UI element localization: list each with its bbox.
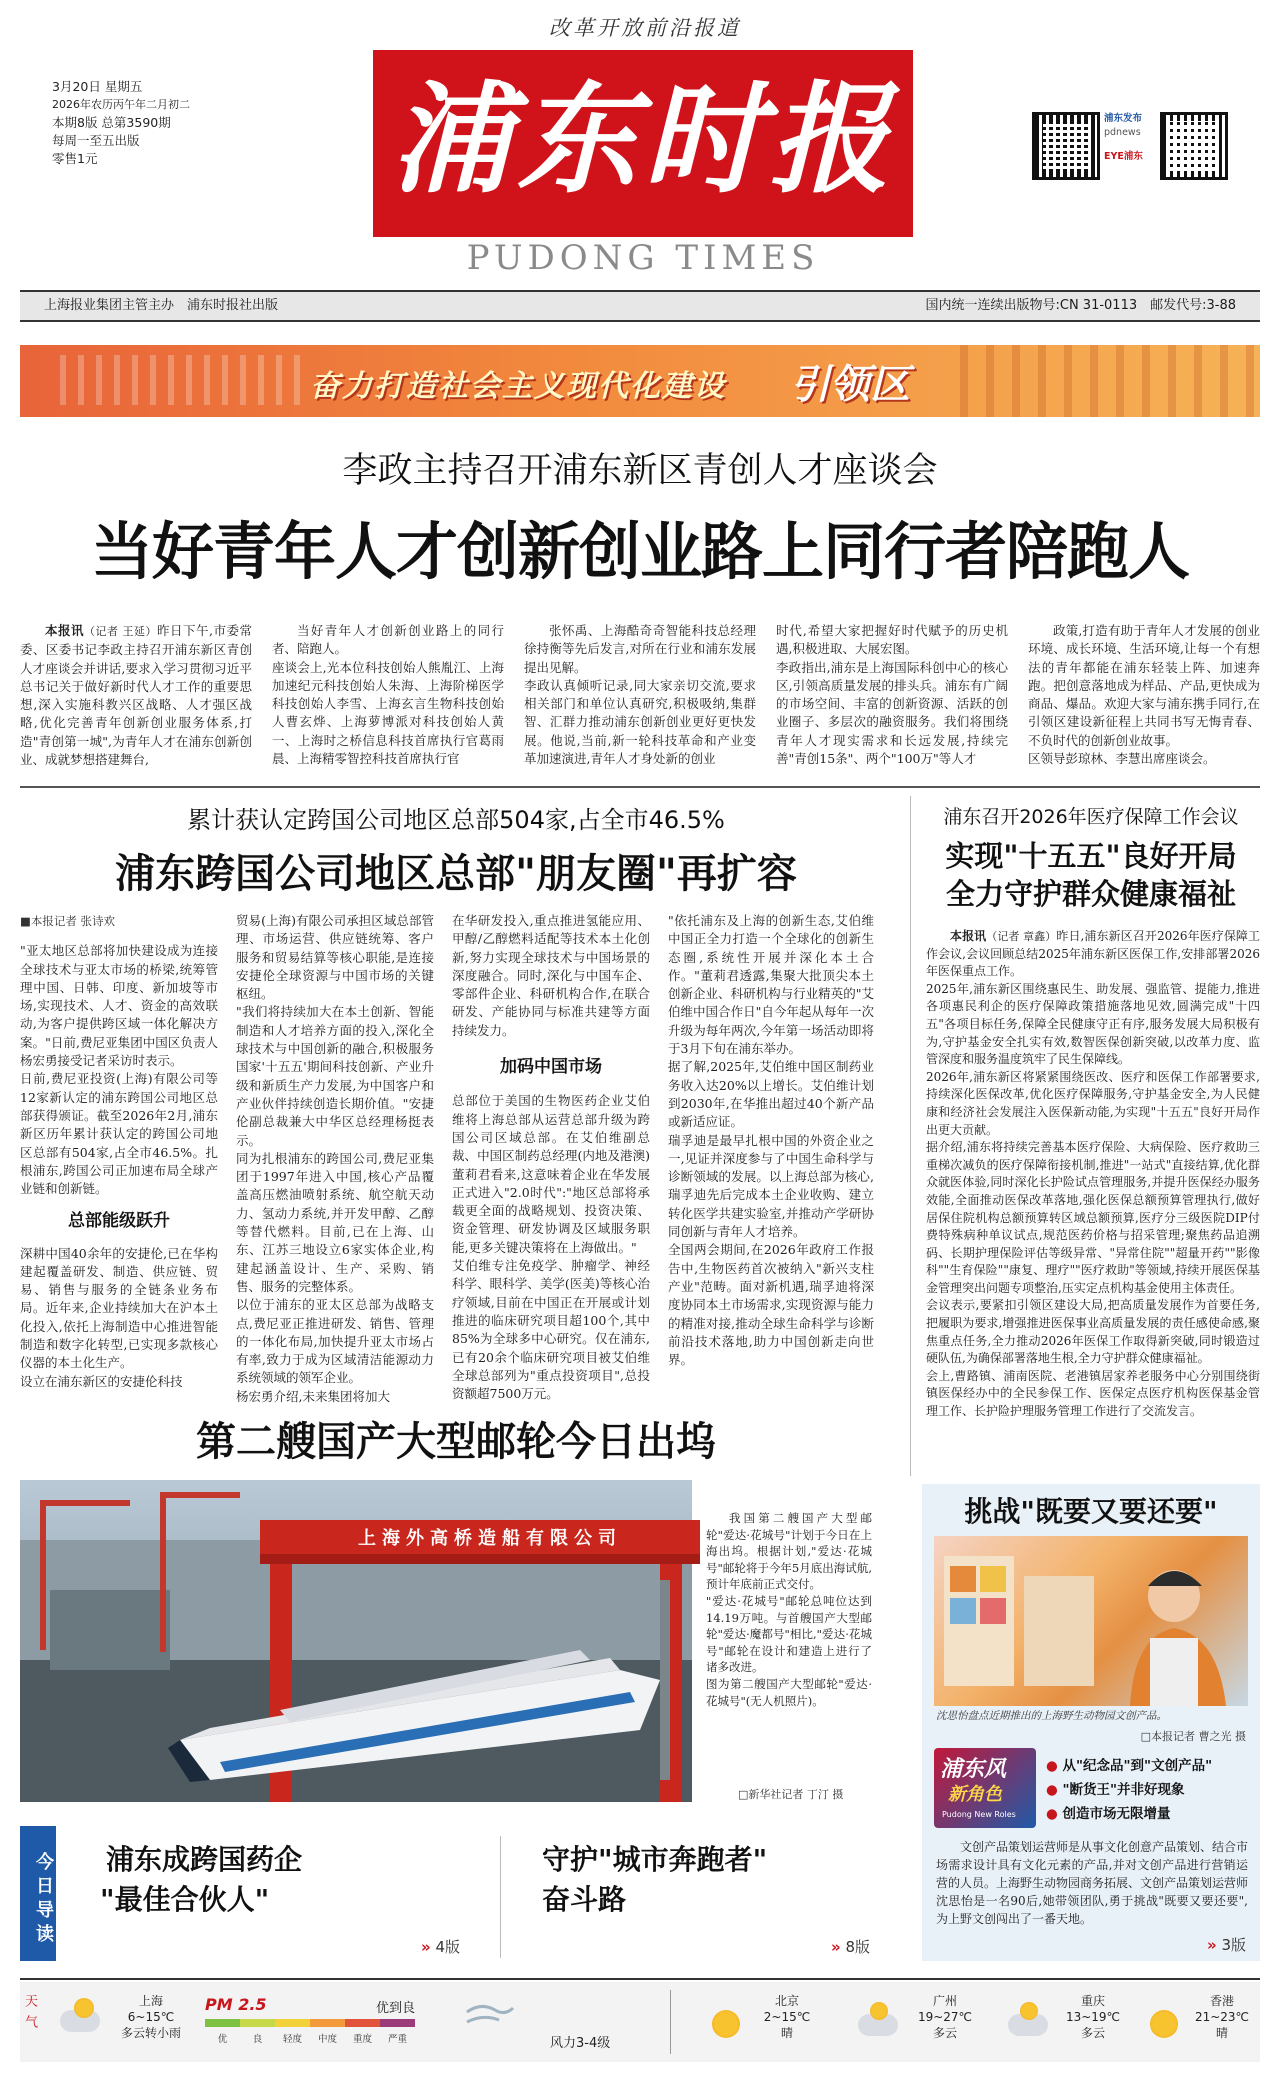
logo-line-1: 浦东风 (940, 1757, 1007, 1782)
bullet-item: ● 创造市场无限增量 (1046, 1806, 1171, 1822)
qr-code-right[interactable] (1160, 112, 1228, 180)
guide-label-text: 今日导读 (33, 1851, 54, 1948)
guide-item-1[interactable] (80, 1838, 460, 1958)
info-bar (20, 290, 1260, 322)
ship-text: 我国第二艘国产大型邮轮"爱达·花城号"计划于今日在上海出坞。根据计划,"爱达·花城号"邮轮将于今年5月底出海试航,预计年底前正式交付。 "爱达·花城号"邮轮总吨位达到14.19万吨。与首艘国产大型邮轮"爱达·魔都号"相比,"爱达·花城号"邮轮在设计和建造上进行了诸多改进。 图为第二艘国产大型邮轮"爱达·花城号"(无人机照片)。 (706, 1511, 872, 1708)
new-roles-logo (934, 1748, 1036, 1828)
lead-col-5: 政策,打造有助于青年人才发展的创业环境、成长环境、生活环境,让每一个有想法的青年都能在浦东轻装上阵、加速奔跑。把创意落地成为样品、产品,更快成为商品、爆品。欢迎大家与浦东携手同行,在引领区建设新征程上共同书写无悔青春、不负时代的创新创业故事。 区领导彭琼林、李慧出席座谈会。 (1028, 623, 1260, 767)
health-headline-1[interactable]: 实现"十五五"良好开局 (945, 839, 1237, 873)
bullet-dot-icon: ● (1046, 1806, 1058, 1822)
lead-byline-tag: 本报讯 (45, 623, 85, 638)
weather-city-2: 广州 19~27℃ 多云 (917, 1994, 973, 2040)
logo-en: Pudong New Roles (942, 1810, 1016, 1819)
challenge-caption: 沈思怡盘点近期推出的上海野生动物园文创产品。 (936, 1710, 1167, 1722)
guide-item-2-page[interactable]: » 8版 (830, 1938, 870, 1956)
hq-col-3b-text: 总部位于美国的生物医药企业艾伯维将上海总部从运营总部升级为跨国公司区域总部。在艾伯维副总裁、中国区制药总经理(内地及港澳)董莉君看来,这意味着企业在华发展正式进入"2.0时代":"地区总部将承载更全面的战略规划、投资决策、资金管理、研发协调及区域服务职能,更多关键决策将在上海做出。" 艾伯维专注免疫学、肿瘤学、神经科学、眼科学、美学(医美)等核心治疗领域,目前在中国正在开展或计划推进的临床研究项目超100个,其中85%为全球多中心研究。仅在浦东,已有20余个临床研究项目被艾伯维全球总部列为"重点投资项目",总投资额超7500万元。 (452, 1093, 650, 1402)
wind-icon (465, 2000, 515, 2028)
challenge-page-link[interactable] (1207, 1934, 1246, 1955)
logo-line-2: 新角色 (948, 1784, 1002, 1805)
guide-item-1-line-2: "最佳合伙人" (100, 1883, 270, 1916)
lead-headline[interactable]: 当好青年人才创新创业路上同行者陪跑人 (90, 515, 1189, 588)
shipyard-crane-text: 上海外高桥造船有限公司 (358, 1528, 622, 1549)
frequency: 每周一至五出版 (52, 133, 140, 148)
local-city: 上海 (138, 1994, 163, 2008)
challenge-text: 文创产品策划运营师是从事文化创意产品策划、结合市场需求设计具有文化元素的产品,并对文创产品进行营销运营的人员。上海野生动物园商务拓展、文创产品策划运营师沈思怡是一名90后,她带领团队,勇于挑战"既要又要还要",为上野文创闯出了一番天地。 (936, 1840, 1249, 1926)
qr-label-pudong-release: 浦东发布 (1104, 113, 1143, 124)
challenge-bullets (1046, 1754, 1256, 1826)
masthead-title-en: PUDONG TIMES (466, 238, 820, 278)
qr-label-pdnews: pdnews (1104, 127, 1141, 138)
ship-headline[interactable]: 第二艘国产大型邮轮今日出坞 (196, 1419, 716, 1465)
hq-byline: ■本报记者 张诗欢 (20, 914, 116, 928)
bullet-dot-icon: ● (1046, 1758, 1058, 1774)
local-temp: 6~15℃ (127, 2010, 175, 2024)
hq-col-3-text: 在华研发投入,重点推进氢能应用、甲醇/乙醇燃料适配等技术本土化创新,努力实现全球技术与中国场景的深度融合。同时,深化与中国车企、零部件企业、科研机构合作,在联合研发、产能协同与标准共建等方面持续发力。 (452, 913, 650, 1038)
masthead-title: 浦东时报 (391, 69, 895, 210)
issue-number: 本期8版 总第3590期 (52, 115, 171, 130)
health-text: 昨日,浦东新区召开2026年医疗保障工作会议,会议回顾总结2025年浦东新区医保工作,安排部署2026年医保重点工作。 2025年,浦东新区围绕惠民生、助发展、强监管、提能力,推进各项惠民利企的医疗保障政策措施落地见效,圆满完成"十四五"各项目标任务,保障全民健康守正有序,服务发展大局积极有为,守护基金安全扎实有效,数智医保创新突破,以改革力度、监管深度和服务温度筑牢了民生保障线。 2026年,浦东新区将紧紧围绕医改、医疗和医保工作部署要求,持续深化医保改革,优化医疗保障服务,守护基金安全,为人民健康和经济社会发展注入医保新动能,为实现"十五五"良好开局作出更大贡献。 据介绍,浦东将持续完善基本医疗保险、大病保险、医疗救助三重梯次减负的医疗保障衔接机制,推进"一站式"直接结算,优化群众就医体验,同时深化长护险试点管理服务,并提升医保经办服务效能,全面推动医保改革落地,强化医保总额预算管理执行,做好居保住院机构总额预算转区域总额预算,医疗分三级医院DIP付费特殊病种单议试点,规范医药价格与招采管理;聚焦药品追溯码、长期护理保险评估等级异常、"异常住院""超量开药""影像科""生育保险""康复、理疗""医疗救助"等领域,持续开展医保基金管理突出问题专项整治,压实定点机构基金使用主体责任。 会议表示,要紧扣引领区建设大局,把高质量发展作为首要任务,把履职为要求,增强推进医保事业高质量发展的责任感使命感,聚焦重点任务,全力推动2026年医保工作取得新突破,同时锻造过硬队伍,为确保部署落地生根,全力守护群众健康福祉。 会上,曹路镇、浦南医院、老港镇居家养老服务中心分别围绕街镇医保经办中的全民参保工作、医保定点医疗机构医保基金管理工作、长护险护理服务管理工作进行了交流发言。 (926, 929, 1260, 1419)
local-cond: 多云转小雨 (120, 2026, 181, 2040)
double-arrow-icon: » (1206, 1936, 1217, 1954)
hq-col-1-text: "亚太地区总部将加快建设成为连接全球技术与亚太市场的桥梁,统筹管理中国、日韩、印度、新加坡等市场,实现技术、人才、资金的高效联动,为客户提供跨区域一体化解决方案。"日前,费尼亚集团中国区负责人杨宏勇接受记者采访时表示。 日前,费尼亚投资(上海)有限公司等12家新认定的浦东跨国公司地区总部获得颁证。截至2026年2月,浦东新区历年累计获认定的跨国公司地区总部有504家,占全市46.5%。扎根浦东,跨国公司正加速布局全球产业链和创新链。 (20, 943, 218, 1197)
pm25-scale (205, 2019, 415, 2027)
sun-icon (1020, 2002, 1038, 2020)
guide-item-2[interactable] (520, 1838, 900, 1958)
hq-subhead-1: 总部能级跃升 (68, 1211, 170, 1232)
weather-city-1: 北京 2~15℃ 晴 (763, 1994, 811, 2040)
sun-icon (712, 2010, 740, 2038)
lead-col-1 (20, 622, 252, 772)
publication-codes: 国内统一连续出版物号:CN 31-0113 邮发代号:3-88 (925, 298, 1236, 313)
health-byline-tag: 本报讯 (950, 929, 987, 943)
sun-icon (74, 1998, 94, 2018)
health-byline-reporter: （记者 章鑫） (986, 930, 1057, 943)
banner-calligraphy: 引领区 (790, 361, 910, 408)
challenge-page: 3版 (1221, 1936, 1246, 1954)
sun-icon (1150, 2010, 1178, 2038)
slogan-banner (20, 345, 1260, 417)
lead-col-1-text: 昨日下午,市委常委、区委书记李政主持召开浦东新区青创人才座谈会并讲话,要求入学习贯彻习近平总书记关于做好新时代人才工作的重要思想,深入实施科教兴区战略、人才强区战略,优化完善青年创新创业服务体系,打造"青创第一城",为青年人才在浦东创新创业、成就梦想搭建舞台, (20, 623, 252, 768)
hq-col-1b-text: 深耕中国40余年的安捷伦,已在华构建起覆盖研发、制造、供应链、贸易、销售与服务的全链条业务布局。近年来,企业持续加大在沪本土化投入,依托上海制造中心推进智能制造和数字化转型,已实现多款核心仪器的本土化生产。 设立在浦东新区的安捷伦科技 (20, 1245, 218, 1389)
masthead-info-left (52, 78, 212, 168)
pm25-label: PM 2.5 (205, 1995, 267, 2014)
lead-col-2: 当好青年人才创新创业路上的同行者、陪跑人。 座谈会上,光本位科技创始人熊胤江、上海加速纪元科技创始人朱海、上海阶梯医学科技创始人李雪、上海玄言生物科技创始人曹玄烨、上海萝博派对科技创始人黄一、上海时之桥信息科技首席执行官葛雨晨、上海精零智控科技首席执行官 (272, 623, 504, 767)
challenge-photo[interactable] (934, 1536, 1248, 1706)
health-kicker[interactable]: 浦东召开2026年医疗保障工作会议 (943, 806, 1239, 828)
double-arrow-icon: » (420, 1938, 431, 1956)
ship-photo-credit: □新华社记者 丁汀 摄 (738, 1788, 844, 1801)
challenge-photo-credit: □本报记者 曹之光 摄 (1140, 1730, 1246, 1743)
weather-city-4: 香港 21~23℃ 晴 (1194, 1994, 1250, 2040)
publisher-info: 上海报业集团主管主办 浦东时报社出版 (44, 298, 279, 313)
guide-item-1-page[interactable]: » 4版 (420, 1938, 460, 1956)
bullet-dot-icon: ● (1046, 1782, 1058, 1798)
sun-icon (870, 2002, 888, 2020)
hq-col-1 (20, 912, 218, 1412)
pm25-levels: 优 良 轻度 中度 重度 严重 (217, 2034, 407, 2045)
lunar-date: 2026年农历丙午年二月初二 (52, 98, 190, 111)
health-body (926, 928, 1260, 1464)
pm25-value: 优到良 (375, 2001, 415, 2016)
lead-byline-reporter: （记者 王延） (84, 625, 158, 638)
weather-local (110, 1993, 192, 2041)
guide-item-1-line-1: 浦东成跨国药企 (106, 1843, 303, 1876)
lead-col-4: 时代,希望大家把握好时代赋予的历史机遇,积极进取、大展宏图。 李政指出,浦东是上海国际科创中心的核心区,引领高质量发展的排头兵。浦东有广阔的市场空间、丰富的创新资源、活跃的创业圈子、多层次的融资服务。我们将围绕青年人才现实需求和长远发展,持续完善"青创15条"、两个"100万"等人才 (776, 623, 1008, 767)
guide-item-2-line-2: 奋斗路 (542, 1883, 627, 1916)
challenge-box (922, 1484, 1260, 1961)
qr-label-eye-pudong: EYE浦东 (1104, 151, 1143, 162)
weather-city-3: 重庆 13~19℃ 多云 (1065, 1994, 1121, 2040)
guide-item-2-line-1: 守护"城市奔跑者" (542, 1843, 768, 1876)
lead-col-3: 张怀禹、上海酷奇奇智能科技总经理徐持衡等先后发言,对所在行业和浦东发展提出见解。 李政认真倾听记录,同大家亲切交流,要求相关部门和单位认真研究,积极吸纳,集群智、汇群力推动浦东创新创业更好更快发展。他说,当前,新一轮科技革命和产业变革加速演进,青年人才身处新的创业 (524, 623, 756, 767)
qr-code-left[interactable] (1032, 112, 1100, 180)
weather-label: 天气 (22, 1994, 37, 2036)
challenge-headline[interactable]: 挑战"既要又要还要" (964, 1495, 1218, 1528)
ship-photo[interactable] (20, 1480, 692, 1802)
banner-text: 奋力打造社会主义现代化建设 (310, 369, 726, 404)
health-headline-2[interactable]: 全力守护群众健康福祉 (945, 877, 1236, 911)
issue-date: 3月20日 星期五 (52, 79, 143, 94)
hq-subhead-2: 加码中国市场 (500, 1057, 602, 1078)
hq-headline[interactable]: 浦东跨国公司地区总部"朋友圈"再扩容 (115, 851, 797, 897)
double-arrow-icon: » (830, 1938, 841, 1956)
price: 零售1元 (52, 151, 98, 166)
hq-col-4: "依托浦东及上海的创新生态,艾伯维中国正全力打造一个全球化的创新生态圈,系统性开展并深化本土合作。"董莉君透露,集聚大批顶尖本土创新企业、科研机构与行业精英的"艾伯维中国合作日"自今年起从每年一次升级为每年两次,今年第一场活动即将于3月下旬在浦东举办。 据了解,2025年,艾伯维中国区制药业务收入达20%以上增长。艾伯维计划到2030年,在华推出超过40个新产品或新适应证。 瑞孚迪是最早扎根中国的外资企业之一,见证并深度参与了中国生命科学与诊断领域的发展。以上海总部为核心,瑞孚迪先后完成本土企业收购、建立转化医学共建实验室,并推动产学研协同创新与青年人才培养。 全国两会期间,在2026年政府工作报告中,生物医药首次被纳入"新兴支柱产业"范畴。面对新机遇,瑞孚迪将深度协同本土市场需求,实现资源与能力的精准对接,推动全球生命科学与诊断前沿技术落地,助力中国创新走向世界。 (668, 913, 874, 1368)
wind-level: 风力3-4级 (550, 2036, 611, 2051)
lead-kicker[interactable]: 李政主持召开浦东新区青创人才座谈会 (342, 451, 938, 491)
hq-kicker[interactable]: 累计获认定跨国公司地区总部504家,占全市46.5% (187, 806, 725, 834)
guide-label (20, 1826, 56, 1961)
bullet-item: ● "断货王"并非好现象 (1046, 1782, 1185, 1798)
hq-col-3 (452, 912, 650, 1402)
challenge-photo-illustration (934, 1536, 1248, 1706)
pm25-widget (205, 1995, 415, 2051)
masthead-logo (373, 50, 913, 237)
masthead-slogan: 改革开放前沿报道 (549, 16, 741, 40)
hq-col-2: 贸易(上海)有限公司承担区域总部管理、市场运营、供应链统筹、客户服务和贸易结算等核心职能,是连接安捷伦全球资源与中国市场的关键枢纽。 "我们将持续加大在本土创新、智能制造和人才培养方面的投入,深化全球技术与中国创新的融合,积极服务国家'十五五'期间科技创新、产业升级和新质生产力发展,为中国客户和产业伙伴持续创造长期价值。"安捷伦副总裁兼大中华区总经理杨挺表示。 同为扎根浦东的跨国公司,费尼亚集团于1997年进入中国,核心产品覆盖高压燃油喷射系统、航空航天动力、氢动力系统,并开发甲醇、乙醇等替代燃料。目前,已在上海、山东、江苏三地设立6家实体企业,构建起涵盖设计、生产、采购、销售、服务的完整体系。 以位于浦东的亚太区总部为战略支点,费尼亚正推进研发、销售、管理的一体化布局,加快提升亚太市场占有率,致力于成为区域清洁能源动力系统领域的领军企业。 杨宏勇介绍,未来集团将加大 (236, 913, 434, 1404)
bullet-item: ● 从"纪念品"到"文创产品" (1046, 1758, 1213, 1774)
